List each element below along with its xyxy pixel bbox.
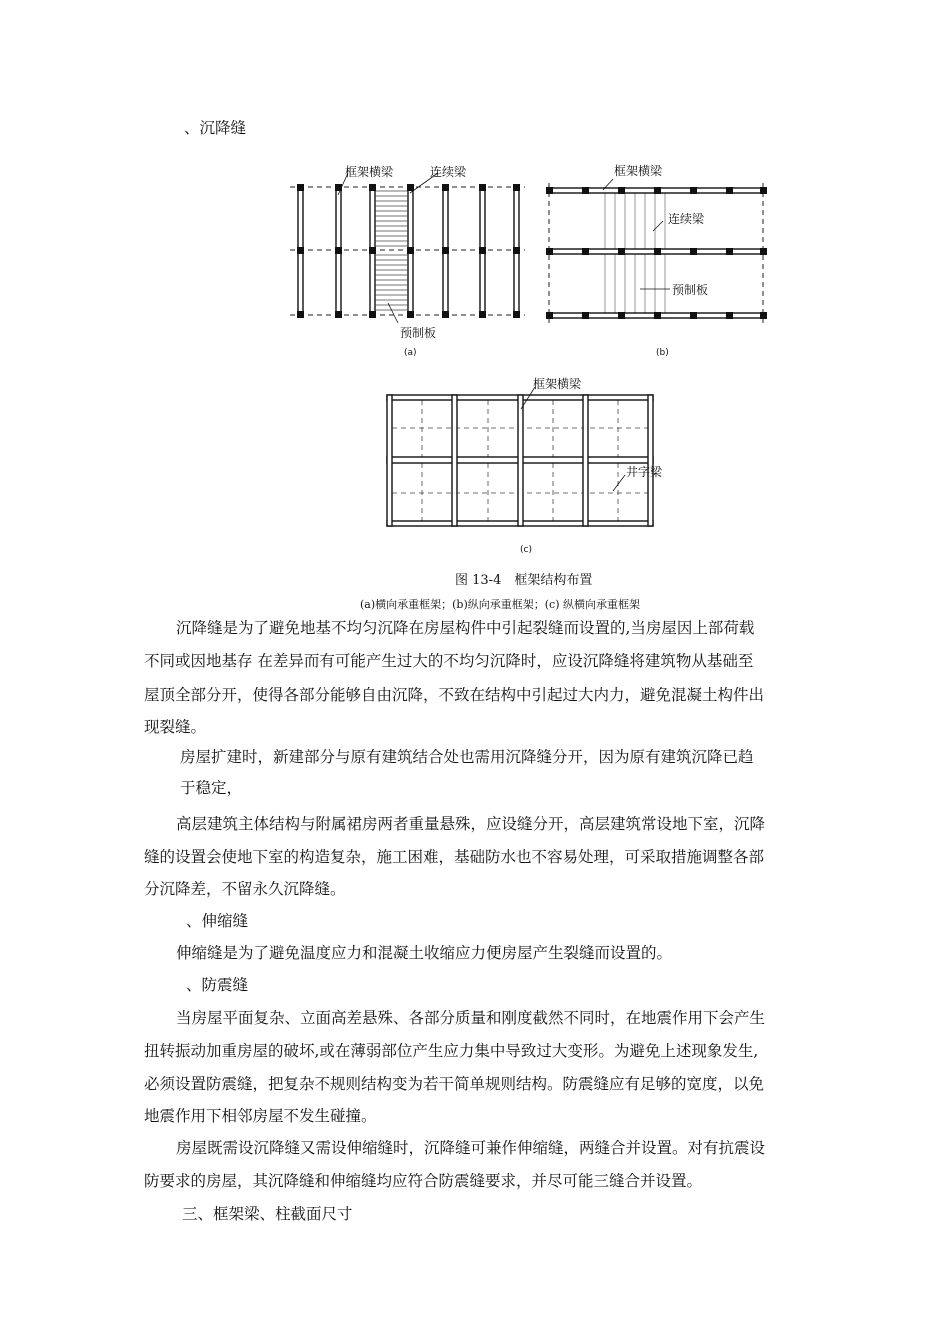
para1-line2: 不同或因地基存 在差异而有可能产生过大的不均匀沉降时，应设沉降缝将建筑物从基础至 <box>144 652 754 670</box>
fig-c-grid-beam-label: 井字梁 <box>626 465 663 479</box>
para1-line3: 屋顶全部分开，使得各部分能够自由沉降，不致在结构中引起过大内力，避免混凝土构件出 <box>144 686 765 704</box>
heading-settlement-joint: 、沉降缝 <box>184 119 247 137</box>
para3-line1: 高层建筑主体结构与附属裙房两者重量悬殊，应设缝分开，高层建筑常设地下室，沉降 <box>176 815 766 833</box>
para2-line1: 房屋扩建时，新建部分与原有建筑结合处也需用沉降缝分开，因为原有建筑沉降已趋 <box>180 748 754 766</box>
figure-b-longitudinal-frame <box>545 183 770 323</box>
fig-b-continuous-beam-label: 连续梁 <box>668 212 705 226</box>
combined-line2: 防要求的房屋，其沉降缝和伸缩缝均应符合防震缝要求，并尽可能三缝合并设置。 <box>144 1172 703 1190</box>
para2-line2: 于稳定， <box>180 779 243 797</box>
fig-a-precast-slab-label: 预制板 <box>400 326 437 340</box>
para3-line3: 分沉降差，不留永久沉降缝。 <box>144 880 346 898</box>
figure-c-two-way-frame <box>385 393 655 529</box>
figure-caption: 图 13-4 框架结构布置 <box>455 573 593 588</box>
figure-subcaption: (a)横向承重框架；(b)纵向承重框架；(c) 纵横向承重框架 <box>360 598 641 611</box>
fig-a-frame-beam-label: 框架横梁 <box>345 165 394 179</box>
seismic-line4: 地震作用下相邻房屋不发生碰撞。 <box>144 1107 377 1125</box>
expansion-text: 伸缩缝是为了避免温度应力和混凝土收缩应力便房屋产生裂缝而设置的。 <box>176 944 673 962</box>
seismic-line2: 扭转振动加重房屋的破坏,或在薄弱部位产生应力集中导致过大变形。为避免上述现象发生, <box>144 1042 759 1060</box>
fig-c-frame-beam-label: 框架横梁 <box>533 377 582 391</box>
fig-b-precast-slab-label: 预制板 <box>672 283 709 297</box>
heading-section-3: 三、框架梁、柱截面尺寸 <box>182 1205 353 1223</box>
fig-a-continuous-beam-label: 连续梁 <box>430 165 467 179</box>
seismic-line3: 必须设置防震缝，把复杂不规则结构变为若干简单规则结构。防震缝应有足够的宽度，以免 <box>144 1075 765 1093</box>
figure-a-transverse-frame <box>290 175 530 325</box>
para1-line1: 沉降缝是为了避免地基不均匀沉降在房屋构件中引起裂缝而设置的,当房屋因上部荷载 <box>176 619 755 637</box>
combined-line1: 房屋既需设沉降缝又需设伸缩缝时，沉降缝可兼作伸缩缝，两缝合并设置。对有抗震设 <box>176 1139 766 1157</box>
fig-b-frame-beam-label: 框架横梁 <box>614 164 663 178</box>
fig-c-tag: (c) <box>520 545 532 555</box>
fig-a-tag: (a) <box>404 348 417 358</box>
para1-line4: 现裂缝。 <box>144 718 207 736</box>
heading-expansion-joint: 、伸缩缝 <box>186 912 249 930</box>
seismic-line1: 当房屋平面复杂、立面高差悬殊、各部分质量和刚度截然不同时，在地震作用下会产生 <box>176 1009 766 1027</box>
para3-line2: 缝的设置会使地下室的构造复杂，施工困难，基础防水也不容易处理，可采取措施调整各部 <box>144 848 765 866</box>
fig-b-tag: (b) <box>656 348 669 358</box>
heading-seismic-joint: 、防震缝 <box>186 976 249 994</box>
